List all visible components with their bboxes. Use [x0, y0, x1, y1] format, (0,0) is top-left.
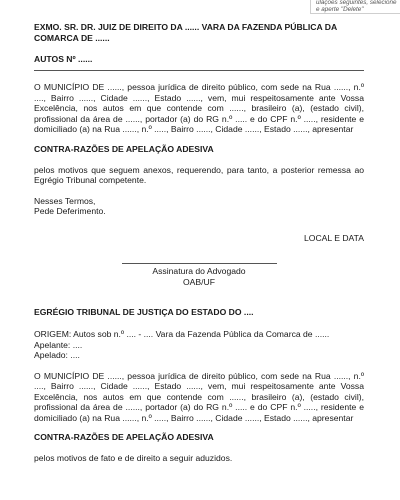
- case-number: AUTOS Nº ......: [34, 54, 93, 64]
- closing-terms: Nesses Termos,: [34, 195, 96, 206]
- intro-paragraph: O MUNICÍPIO DE ......, pessoa jurídica de direito público, com sede na Rua ......, n.º ...., Bairro ......, Cidade ......, Estado ......, vem, mui respeitosamente ante Vossa Excelência, nos autos em que contende com ......, brasileiro (a), (estado civil), profissional da área de ......, portador (a) do RG n.º ..... e do CPF n.º ....., residente e domiciliado (a) na Rua ......, n.º ....., Bairro ......, Cidade ......, Estado ......, apresentar: [34, 82, 364, 134]
- tribunal-header: EGRÉGIO TRIBUNAL DE JUSTIÇA DO ESTADO DO ....: [34, 307, 254, 317]
- court-header: EXMO. SR. DR. JUIZ DE DIREITO DA ...... VARA DA FAZENDA PÚBLICA DA COMARCA DE ......: [34, 22, 337, 43]
- section-divider: [34, 70, 364, 71]
- reasons-paragraph: pelos motivos que seguem anexos, requerendo, para tanto, a posterior remessa ao Egrégio Tribunal competente.: [34, 164, 364, 185]
- petition-title: CONTRA-RAZÕES DE APELAÇÃO ADESIVA: [34, 143, 214, 154]
- origin-line: ORIGEM: Autos sob n.º .... - .... Vara da Fazenda Pública da Comarca de ......: [34, 329, 330, 339]
- instruction-tooltip: ulações seguintes, selecione e aperte "Delete": [310, 0, 400, 14]
- signature-block: [34, 263, 364, 287]
- petition-title-2: CONTRA-RAZÕES DE APELAÇÃO ADESIVA: [34, 432, 214, 442]
- oab-label: OAB/UF: [183, 276, 215, 287]
- place-and-date: LOCAL E DATA: [303, 232, 364, 243]
- closing-request: Pede Deferimento.: [34, 206, 106, 216]
- reasons-paragraph-2: pelos motivos de fato e de direito a seguir aduzidos.: [34, 453, 233, 463]
- appellant-line: Apelante: ....: [34, 339, 83, 350]
- appellee-line: Apelado: ....: [34, 350, 80, 360]
- signature-label: Assinatura do Advogado: [152, 266, 246, 276]
- document-body: [34, 22, 364, 464]
- signature-line: [122, 263, 277, 264]
- intro-paragraph-2: O MUNICÍPIO DE ......, pessoa jurídica de direito público, com sede na Rua ......, n.º ...., Bairro ......, Cidade ......, Estado ......, vem, mui respeitosamente ante Vossa Excelência, nos autos em que contende com ......, brasileiro (a), (estado civil), profissional da área de ......, portador (a) do RG n.º ..... e do CPF n.º ....., residente e domiciliado (a) na Rua ......, n.º ....., Bairro ......, Cidade ......, Estado ......, apresentar: [34, 370, 364, 423]
